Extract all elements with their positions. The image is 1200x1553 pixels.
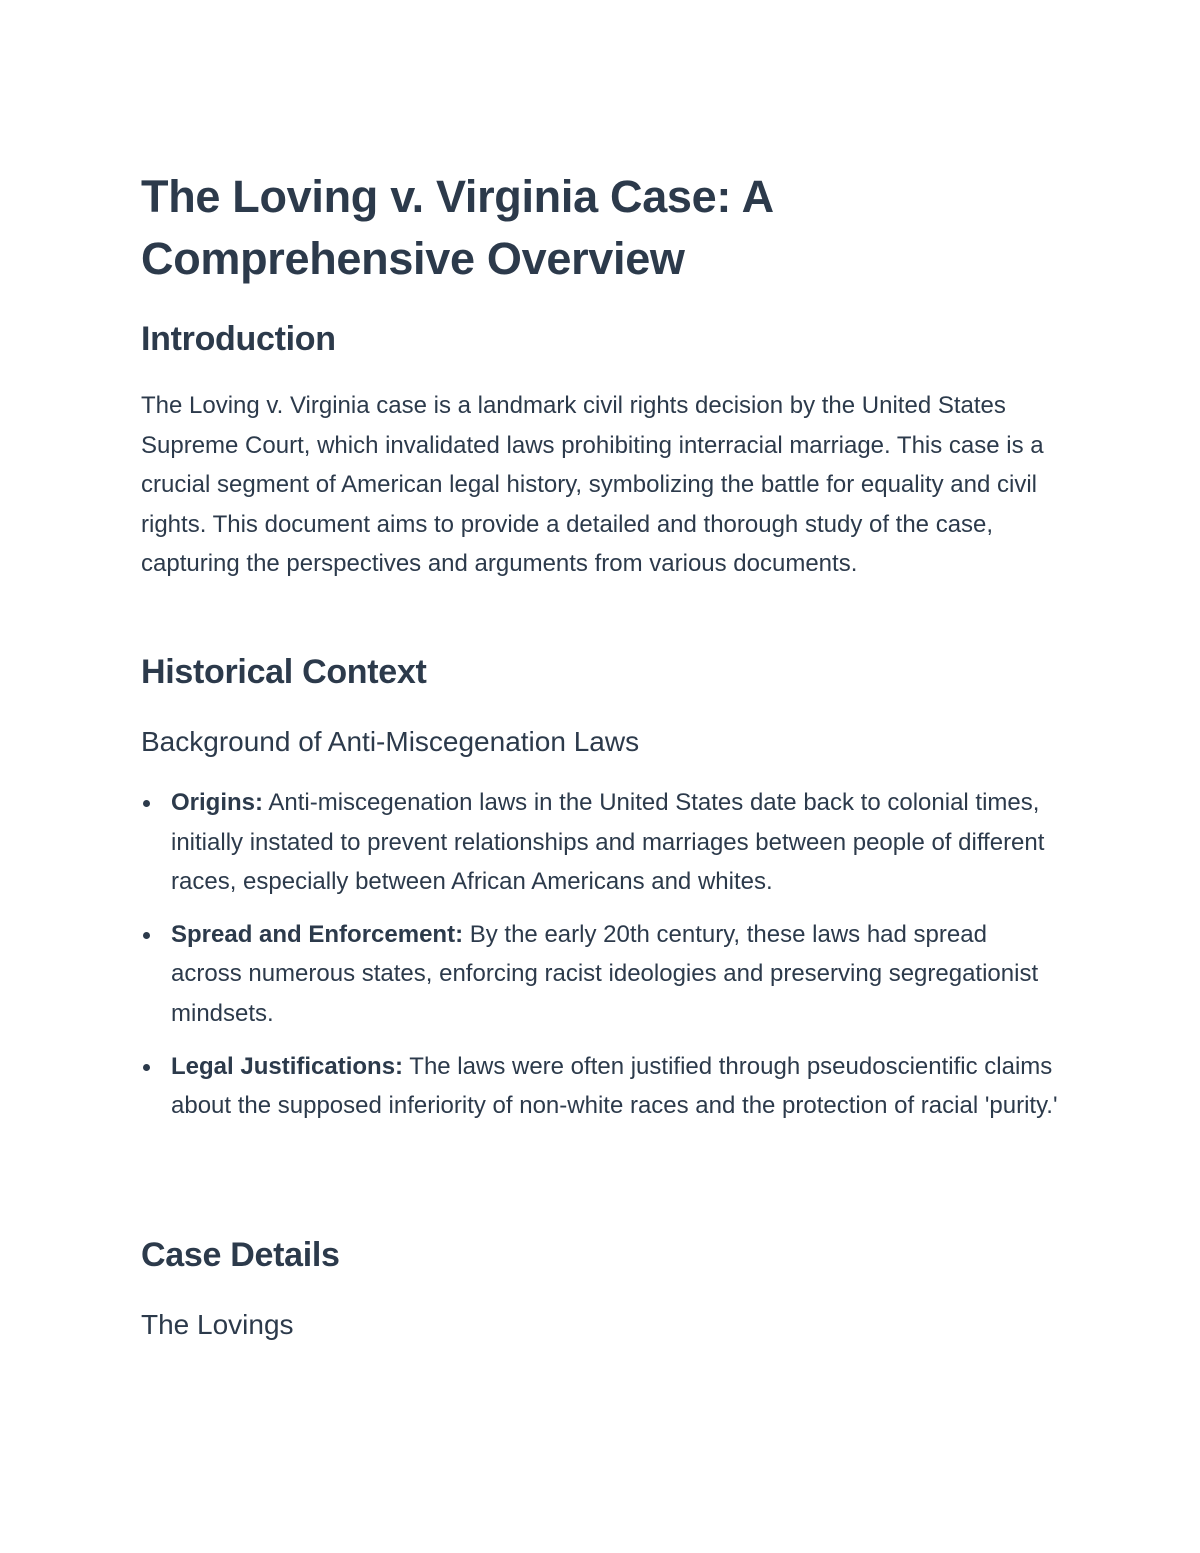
bullet-dot-icon (143, 1064, 150, 1071)
bullet-text: By the early 20th century, these laws had spread across numerous states, enforcing racist ideologies and preserving segregationist mindsets. (171, 920, 1039, 1027)
bullet-term: Origins: (171, 789, 264, 816)
list-item-spread-and-enforcement (141, 915, 1061, 1034)
bullet-dot-icon (143, 932, 150, 939)
bullet-dot-icon (143, 800, 150, 807)
bullet-text: Anti-miscegenation laws in the United States date back to colonial times, initially instated to prevent relationships and marriages between people of different races, especially between African Americans and whites. (171, 789, 1045, 896)
introduction-paragraph: The Loving v. Virginia case is a landmark civil rights decision by the United States Supreme Court, which invalidated laws prohibiting interracial marriage. This case is a crucial segment of American legal history, symbolizing the battle for equality and civil rights. This document aims to provide a detailed and thorough study of the case, capturing the perspectives and arguments from various documents. (141, 392, 1044, 578)
section-heading-case-details: Case Details (141, 1236, 340, 1274)
subheading-anti-miscegenation-laws: Background of Anti-Miscegenation Laws (141, 726, 640, 757)
bullet-term: Legal Justifications: (171, 1052, 404, 1080)
bullet-list (141, 783, 1061, 1139)
list-item-origins (141, 783, 1061, 902)
bullet-term: Spread and Enforcement: (171, 920, 464, 948)
bullet-text: The laws were often justified through pseudoscientific claims about the supposed inferiority of non-white races and the protection of racial 'purity.' (171, 1052, 1058, 1120)
document-title: The Loving v. Virginia Case: A Comprehensive Overview (141, 171, 773, 284)
subheading-the-lovings: The Lovings (141, 1309, 294, 1340)
section-heading-historical-context: Historical Context (141, 653, 427, 691)
list-item-legal-justifications (141, 1047, 1061, 1126)
section-heading-introduction: Introduction (141, 320, 336, 358)
